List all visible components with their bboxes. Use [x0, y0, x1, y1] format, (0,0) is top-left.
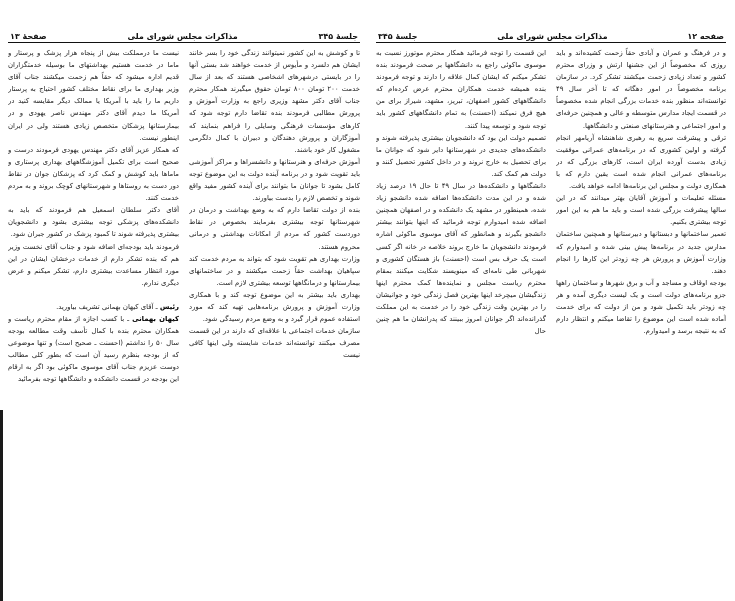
speech-text: ـ با کسب اجازه از مقام محترم ریاست و همکاران محترم بنده با کمال تأسف وقت مطالعه بودجه سال ۵۰ را نداشتم (احسنت ـ صحیح است) و تنها موضوعی که از بودجه بنظرم رسید آن است که بطور کلی مطالب دوست عزیزم جناب آقای موسوی ماکوئی بود اگر به ارقام این بودجه در قسمت دانشکده و دانشگاهها توجه بفرمائید — [8, 314, 179, 384]
running-title: مذاکرات مجلس شورای ملی — [497, 32, 608, 41]
paragraph: تصمیم دولت این بود که دانشجویان بیشتری پذیرفته شوند و دانشکده‌های جدیدی در شهرستانها دایر شود که جوانان ما برای تحصیل به خارج نروند و در داخل کشور تحصیل کنند و دولت هم کمک کند. — [376, 133, 546, 178]
right-page-header — [376, 24, 726, 43]
paragraph: و در فرهنگ و عمران و آبادی حقاً زحمت کشیده‌اند و باید روزی که مخصوصاً از این جشنها ارتش و وزرای محترم کشور و تعداد زیادی زحمت میکشند تشکر کرد. در سازمان برنامه مخصوصاً در امور دهگانه که تا آخر سال ۴۹ توانسته‌اند منظور بنده خدمات بزرگی انجام شده مخصوصاً در قسمت ایجاد مدارس متوسطه و عالی و همچنین حرفه‌ای و امور اجتماعی و هنرستانهای صنعتی و دانشگاهها. — [556, 49, 726, 130]
paragraph: بهداری باید بیشتر به این موضوع توجه کند و با همکاری وزارت آموزش و پرورش برنامه‌هایی تهیه کند که مورد استفاده عموم قرار گیرد و به وضع مردم رسیدگی شود. — [189, 290, 360, 324]
left-page-columns — [8, 47, 360, 564]
left-page-header — [8, 24, 360, 43]
paragraph: ترقی و پیشرفت سریع به رهبری شاهنشاه آریامهر انجام گرفته و اولین کشوری که در برنامه‌های عمرانی موفقیت زیادی بدست آورده ایران است، کارهای بزرگی که در برنامه‌های عمرانی انجام شده است یقین دارم که با همکاری دولت و مجلس این برنامه‌ها ادامه خواهد یافت. — [556, 133, 726, 191]
page-number: صفحه ۱۲ — [687, 32, 724, 41]
speech — [8, 313, 179, 386]
paragraph: نیست ما درمملکت بیش از پنجاه هزار پزشک و پرستار و ماما در خدمت هستیم بهداشتهای ما بوسیله خدمتگزاران قدیم اداره میشود که حقاً هم زحمت میکشند جناب آقای وزیر بهداری ما برای نقاط مختلف کشور احتیاج به پرستار داریم ما را باید با آمریکا یا ممالک دیگر مقایسه کنید در آمریکا ما دیدم آقای دکتر مهندس ناصر یهودی و در بیمارستانها پزشکان متخصص زیادی هستند ولی در ایران اینطور نیست. — [8, 49, 179, 142]
paragraph: تعمیر ساختمانها و دبستانها و دبیرستانها و همچنین ساختمان مدارس جدید در برنامه‌ها پیش بینی شده و امیدوارم که وزارت آموزش و پرورش هر چه زودتر این کارها را انجام دهند. — [556, 230, 726, 275]
paragraph: آموزش حرفه‌ای و هنرستانها و دانشسراها و مراکز آموزشی باید تقویت شود و در برنامه آینده دولت به این موضوع توجه کامل بشود تا جوانان ما بتوانند برای آینده کشور مفید واقع شوند و تخصص لازم را بدست بیاورند. — [189, 157, 360, 203]
session-number: جلسهٔ ۳۴۵ — [318, 32, 358, 41]
paragraph: آقای دکتر سلطان اسمعیل هم فرمودند که باید به دانشکده‌های پزشکی توجه بیشتری بشود و دانشجویان بیشتری پذیرفته شوند تا کمبود پزشک در کشور جبران شود. — [8, 206, 179, 239]
right-page — [376, 24, 726, 563]
running-title: مذاکرات مجلس شورای ملی — [127, 32, 238, 41]
paragraph: تا و کوشش به این کشور نمیتوانند زندگی خود را بسر خانند ایشان هم دلسرد و مأیوس از خدمت خواهند شد بستی آنها را در بایستی درشهرهای اشخاصی هستند که بعد از سال خدمت ۲۰۰ تومان ۸۰۰ تومان حقوق میگیرند همکار محترم جناب آقای دکتر مشهد وزیری راجع به وزارت آموزش و پرورش مطالبی فرمودند بنده تقاضا دارم توجه شود که کارهای مؤسسات فرهنگی وسایلی را فراهم بنمایند که آموزگاران و پرورش دهندگان و دبیران با کمال دلگرمی مشغول کار خود باشند. — [189, 49, 360, 154]
paragraph: سازمان خدمات اجتماعی با علاقه‌ای که دارند در این قسمت مصرف میکنند توانسته‌اند خدمات شایسته ولی اینها کافی نیست — [189, 327, 360, 360]
right-page-columns — [376, 47, 726, 564]
left-page — [8, 24, 360, 563]
page-number: صفحهٔ ۱۳ — [10, 32, 47, 41]
paragraph: این قسمت را توجه فرمائید همکار محترم موتورز نسبت به موسوی ماکوئی راجع به دانشگاهها بر صحت فرمودند بنده تشکر میکنم که ایشان کمال علاقه را دارند و توجه فرمودند بنده همیشه خدمت همکاران محترم عرض کرده‌ام که دانشگاههای کشور اصفهان، تبریز، مشهد، شیراز برای من هیچ فرق نمیکند (احسنت) به تمام دانشگاههای کشور باید توجه شود و توسعه پیدا کنند. — [376, 49, 546, 130]
chair-announcement — [8, 301, 179, 313]
paragraph: وزارت بهداری هم تقویت شود که بتواند به مردم خدمت کند سپاهیان بهداشت حقاً زحمت میکشند و در ساختمانهای بیمارستانها و درمانگاهها توسعه بیشتری لازم است. — [189, 254, 360, 287]
right-page-column-left — [376, 47, 546, 564]
paragraph: که همکار عزیز آقای دکتر مهندس یهودی فرمودند درست و صحیح است برای تکمیل آموزشگاههای بهداری پرستاری و ماماها باید کوشش و کمک کرد که پزشکان جوان در نقاط دور دست به روستاها و شهرستانهای کوچک بروند و به مردم خدمت کنند. — [8, 145, 179, 203]
left-page-column-right — [189, 47, 360, 564]
session-number: جلسهٔ ۳۴۵ — [378, 32, 418, 41]
paragraph-gap — [8, 289, 179, 301]
paragraph: مسئله تعلیمات و آموزش آقایان بهتر میدانند که در این سالها پیشرفت بزرگی شده است و باید ما هم به این امور توجه بیشتری بکنیم. — [556, 194, 726, 227]
paragraph: دانشگاهها و دانشکده‌ها در سال ۴۹ تا حال ۱۹ درصد زیاد شده و در این مدت دانشکده‌ها اضافه شده دانشجو زیاد شده، همینطور در مشهد یک دانشکده و در اصفهان همچنین اضافه شده امیدوارم توجه فرمائید که اینها بتوانند بیشتر دانشجو بگیرند و همانطور که آقای موسوی ماکوئی اشاره فرمودند دانشجویان ما خارج بروند خلاصه در خانه اگر کسی است یک حرف بس است (احسنت) باز هستگان کشوری و شهربانی طی نامه‌ای که مینویسند شکایت میکنند بمقام محترم ریاست مجلس و نماینده‌ها کمک محترم اینها زندگیشان میچرخد اینها بهترین فصل زندگی خود و جوانیشان را در بهترین وقت زندگی خود را در خدمت به این مملکت گذرانده‌اند اگر جوانان امروز ببینند که پدرانشان ما هم چنین حال — [376, 182, 546, 336]
announcement-text: ـ آقای کیهان بهمانی تشریف بیاورید. — [56, 302, 158, 311]
paragraph: بودجه اوقاف و مساجد و آب و برق شهرها و ساختمان راهها جزو برنامه‌های دولت است و یک لیست دیگری آمده و هر چه زودتر باید تکمیل شود و من از دولت که برای خدمت آماده شده است این موضوع را تقاضا میکنم و انتظار دارم که به نتیجه برسد و امیدوارم. — [556, 278, 726, 336]
paragraph: بنده از دولت تقاضا دارم که به وضع بهداشت و درمان در شهرستانها توجه بیشتری بفرمایند بخصوص در نقاط دوردست کشور که مردم از امکانات بهداشتی و درمانی محروم هستند. — [189, 206, 360, 251]
speaker-name: رئیس — [159, 302, 179, 311]
left-page-column-left — [8, 47, 179, 564]
right-page-column-right — [556, 47, 726, 564]
speaker-name: کیهان بهمانی — [132, 314, 179, 323]
scan-edge-shadow — [0, 410, 3, 601]
paragraph: فرمودند باید بودجه‌ای اضافه شود و جناب آقای نخست وزیر هم که بنده تشکر دارم از خدمات درخشان ایشان در این مورد انتظار مساعدت بیشتری دارم، تشکر میکنم و عرض دیگری ندارم. — [8, 242, 179, 287]
